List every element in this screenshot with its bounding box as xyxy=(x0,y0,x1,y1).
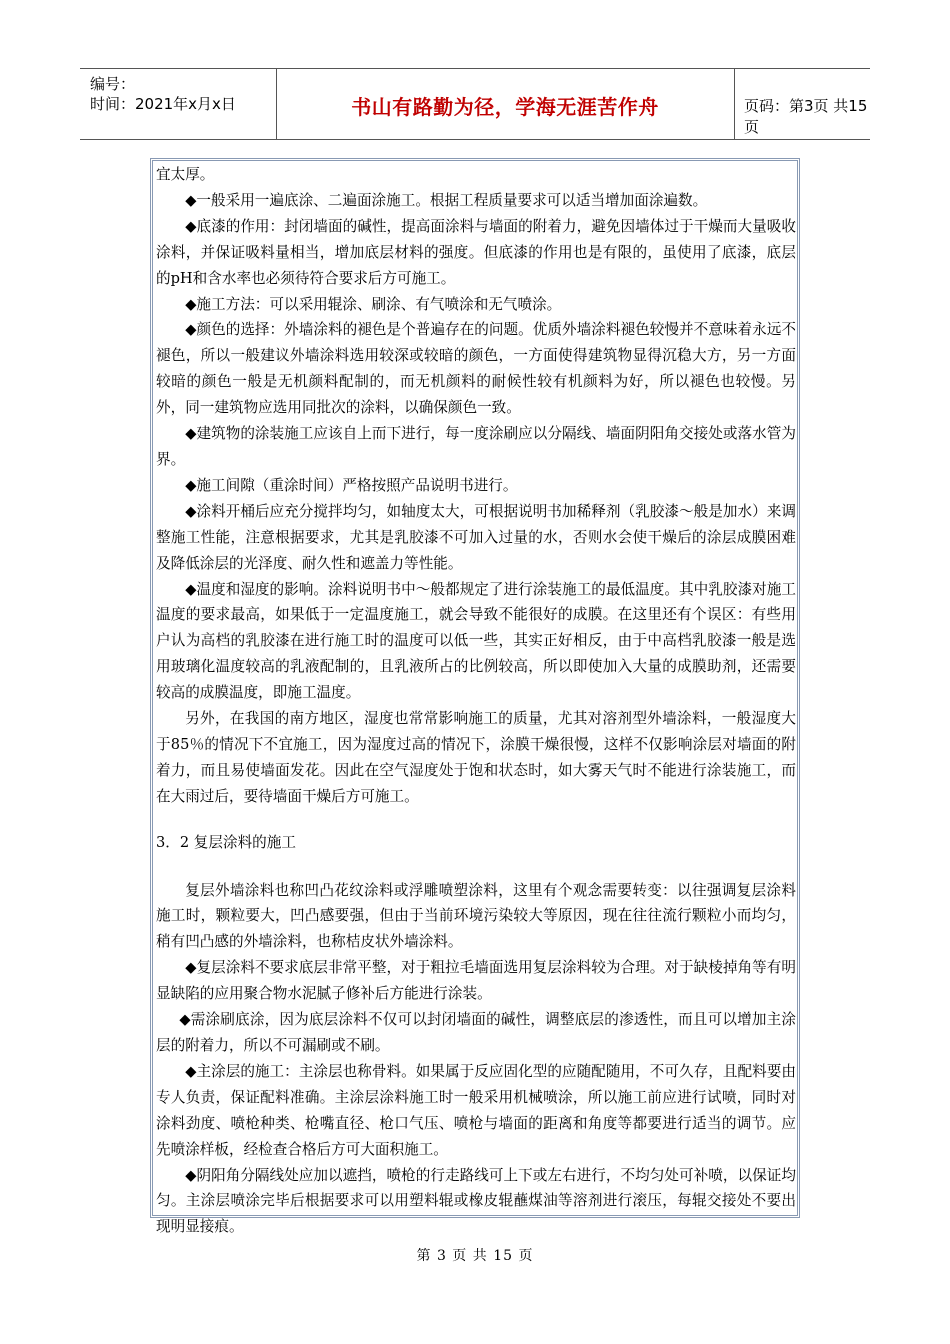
section-spacer xyxy=(156,856,796,878)
body-paragraph: ◆涂料开桶后应充分搅拌均匀，如轴度太大，可根据说明书加稀释剂（乳胶漆～般是加水）来调整施工性能，注意根据要求，尤其是乳胶漆不可加入过量的水，否则水会使干燥后的涂层成膜困难及降低涂层的光泽度、耐久性和遮盖力等性能。 xyxy=(156,502,796,572)
body-paragraph: ◆施工间隙（重涂时间）严格按照产品说明书进行。 xyxy=(185,476,518,494)
body-paragraph: 宜太厚。 xyxy=(156,166,215,183)
header-middle-cell xyxy=(276,69,735,139)
section-paragraph: ◆主涂层的施工：主涂层也称骨料。如果属于反应固化型的应随配随用，不可久存，且配料要由专人负责，保证配料准确。主涂层涂料施工时一般采用机械喷涂，所以施工前应进行试喷，同时对涂料劲度、喷枪种类、枪嘴直径、枪口气压、喷枪与墙面的距离和角度等都要进行适当的调节。应先喷涂样板，经检查合格后方可大面积施工。 xyxy=(156,1062,796,1158)
header-left-cell xyxy=(80,69,277,139)
body-paragraph: ◆温度和湿度的影响。涂料说明书中～般都规定了进行涂装施工的最低温度。其中乳胶漆对施工温度的要求最高，如果低于一定温度施工，就会导致不能很好的成膜。在这里还有个误区：有些用户认为高档的乳胶漆在进行施工时的温度可以低一些，其实正好相反，由于中高档乳胶漆一般是选用玻璃化温度较高的乳液配制的，且乳液所占的比例较高，所以即使加入大量的成膜助剂，还需要较高的成膜温度，即施工温度。 xyxy=(156,580,796,702)
body-paragraph: ◆建筑物的涂装施工应该自上而下进行，每一度涂刷应以分隔线、墙面阴阳角交接处或落水管为界。 xyxy=(156,425,796,468)
section-paragraph: ◆需涂刷底涂，因为底层涂料不仅可以封闭墙面的碱性，调整底层的渗透性，而且可以增加主涂层的附着力，所以不可漏刷或不刷。 xyxy=(156,1011,796,1054)
section-spacer xyxy=(156,810,796,830)
body-paragraph: ◆颜色的选择：外墙涂料的褪色是个普遍存在的问题。优质外墙涂料褪色较慢并不意味着永远不褪色，所以一般建议外墙涂料选用较深或较暗的颜色，一方面使得建筑物显得沉稳大方，另一方面较暗的颜色一般是无机颜料配制的，而无机颜料的耐候性较有机颜料为好，所以褪色也较慢。另外，同一建筑物应选用同批次的涂料，以确保颜色一致。 xyxy=(156,321,796,417)
section-paragraph: ◆复层涂料不要求底层非常平整，对于粗拉毛墙面选用复层涂料较为合理。对于缺棱掉角等有明显缺陷的应用聚合物水泥腻子修补后方能进行涂装。 xyxy=(156,959,796,1003)
document-number-label: 编号： xyxy=(90,75,136,93)
page-header xyxy=(80,68,870,140)
page-footer: 第 3 页 共 15 页 xyxy=(416,1248,534,1264)
header-right-cell xyxy=(734,69,870,139)
section-heading: 3．2 复层涂料的施工 xyxy=(156,833,296,851)
body-paragraph: ◆一般采用一遍底涂、二遍面涂施工。根据工程质量要求可以适当增加面涂遍数。 xyxy=(185,191,708,209)
document-body xyxy=(156,162,796,1240)
header-motto: 书山有路勤为径，学海无涯苦作舟 xyxy=(351,95,659,119)
body-paragraph: ◆底漆的作用：封闭墙面的碱性，提高面涂料与墙面的附着力，避免因墙体过于干燥而大量吸收涂料，并保证吸料量相当，增加底层材料的强度。但底漆的作用也是有限的，虽使用了底漆，底层的pH和含水率也必须待符合要求后方可施工。 xyxy=(156,217,796,287)
section-paragraph: 复层外墙涂料也称凹凸花纹涂料或浮雕喷塑涂料，这里有个观念需要转变：以往强调复层涂料施工时，颗粒要大，凹凸感要强，但由于当前环境污染较大等原因，现在往往流行颗粒小而均匀，稍有凹凸感的外墙涂料，也称桔皮状外墙涂料。 xyxy=(156,881,796,951)
body-paragraph: 另外，在我国的南方地区，湿度也常常影响施工的质量，尤其对溶剂型外墙涂料，一般湿度大于85％的情况下不宜施工，因为湿度过高的情况下，涂膜干燥很慢，这样不仅影响涂层对墙面的附着力，而且易使墙面发花。因此在空气湿度处于饱和状态时，如大雾天气时不能进行涂装施工，而在大雨过后，要待墙面干燥后方可施工。 xyxy=(156,710,796,805)
document-time-label: 时间：2021年x月x日 xyxy=(90,95,236,113)
header-page-info: 页码：第3页 共15页 xyxy=(744,97,868,136)
section-paragraph: ◆阴阳角分隔线处应加以遮挡，喷枪的行走路线可上下或左右进行，不均匀处可补喷，以保证均匀。主涂层喷涂完毕后根据要求可以用塑料辊或橡皮辊蘸煤油等溶剂进行滚压，每辊交接处不要出现明显接痕。 xyxy=(156,1166,796,1236)
body-paragraph: ◆施工方法：可以采用辊涂、刷涂、有气喷涂和无气喷涂。 xyxy=(185,295,562,313)
